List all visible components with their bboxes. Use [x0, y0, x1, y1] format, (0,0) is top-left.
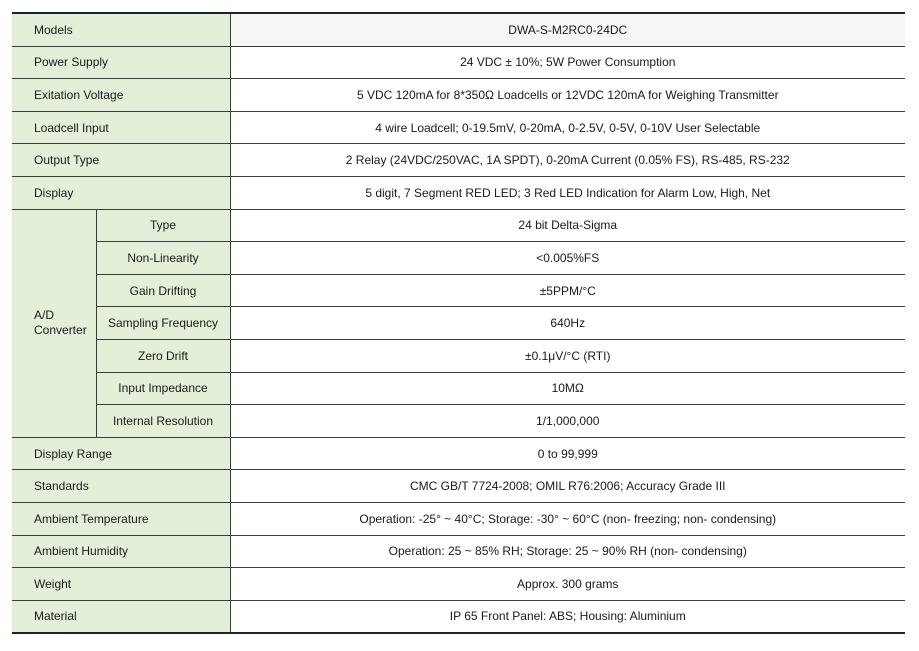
ad-type-label: Type	[96, 209, 230, 242]
material-label: Material	[12, 600, 230, 633]
table-row	[12, 437, 905, 470]
table-row	[12, 470, 905, 503]
loadcell-input-label: Loadcell Input	[12, 111, 230, 144]
models-value: DWA-S-M2RC0-24DC	[230, 13, 905, 46]
output-type-value: 2 Relay (24VDC/250VAC, 1A SPDT), 0-20mA Current (0.05% FS), RS-485, RS-232	[230, 144, 905, 177]
table-row	[12, 535, 905, 568]
excitation-voltage-label: Exitation Voltage	[12, 79, 230, 112]
material-value: IP 65 Front Panel: ABS; Housing: Aluminium	[230, 600, 905, 633]
spec-table	[12, 12, 905, 634]
table-row	[12, 144, 905, 177]
table-row	[12, 502, 905, 535]
ad-converter-label-line1: A/D	[34, 308, 55, 323]
display-range-label: Display Range	[12, 437, 230, 470]
ad-converter-label-line2: Converter	[34, 323, 87, 338]
table-row	[12, 242, 905, 275]
weight-value: Approx. 300 grams	[230, 568, 905, 601]
ambient-temperature-value: Operation: -25° ~ 40°C; Storage: -30° ~ 60°C (non- freezing; non- condensing)	[230, 502, 905, 535]
output-type-label: Output Type	[12, 144, 230, 177]
ambient-temperature-label: Ambient Temperature	[12, 502, 230, 535]
standards-value: CMC GB/T 7724-2008; OMIL R76:2006; Accuracy Grade III	[230, 470, 905, 503]
table-row	[12, 600, 905, 633]
ad-sampling-frequency-label: Sampling Frequency	[96, 307, 230, 340]
ad-zero-drift-value: ±0.1μV/°C (RTI)	[230, 339, 905, 372]
ambient-humidity-value: Operation: 25 ~ 85% RH; Storage: 25 ~ 90% RH (non- condensing)	[230, 535, 905, 568]
power-supply-value: 24 VDC ± 10%; 5W Power Consumption	[230, 46, 905, 79]
table-row	[12, 46, 905, 79]
weight-label: Weight	[12, 568, 230, 601]
ad-sampling-frequency-value: 640Hz	[230, 307, 905, 340]
display-range-value: 0 to 99,999	[230, 437, 905, 470]
table-row	[12, 209, 905, 242]
table-row	[12, 339, 905, 372]
ad-non-linearity-value: <0.005%FS	[230, 242, 905, 275]
display-value: 5 digit, 7 Segment RED LED; 3 Red LED Indication for Alarm Low, High, Net	[230, 176, 905, 209]
table-row	[12, 111, 905, 144]
ad-zero-drift-label: Zero Drift	[96, 339, 230, 372]
table-row	[12, 372, 905, 405]
table-row	[12, 79, 905, 112]
standards-label: Standards	[12, 470, 230, 503]
ad-gain-drifting-value: ±5PPM/°C	[230, 274, 905, 307]
ad-converter-label	[12, 209, 96, 437]
loadcell-input-value: 4 wire Loadcell; 0-19.5mV, 0-20mA, 0-2.5V, 0-5V, 0-10V User Selectable	[230, 111, 905, 144]
table-row	[12, 405, 905, 438]
excitation-voltage-value: 5 VDC 120mA for 8*350Ω Loadcells or 12VDC 120mA for Weighing Transmitter	[230, 79, 905, 112]
ad-gain-drifting-label: Gain Drifting	[96, 274, 230, 307]
table-row	[12, 274, 905, 307]
display-label: Display	[12, 176, 230, 209]
table-row	[12, 568, 905, 601]
table-row	[12, 307, 905, 340]
ad-internal-resolution-value: 1/1,000,000	[230, 405, 905, 438]
ad-input-impedance-label: Input Impedance	[96, 372, 230, 405]
table-row	[12, 13, 905, 46]
table-row	[12, 176, 905, 209]
power-supply-label: Power Supply	[12, 46, 230, 79]
ad-input-impedance-value: 10MΩ	[230, 372, 905, 405]
ambient-humidity-label: Ambient Humidity	[12, 535, 230, 568]
models-label: Models	[12, 13, 230, 46]
ad-type-value: 24 bit Delta-Sigma	[230, 209, 905, 242]
ad-non-linearity-label: Non-Linearity	[96, 242, 230, 275]
ad-internal-resolution-label: Internal Resolution	[96, 405, 230, 438]
